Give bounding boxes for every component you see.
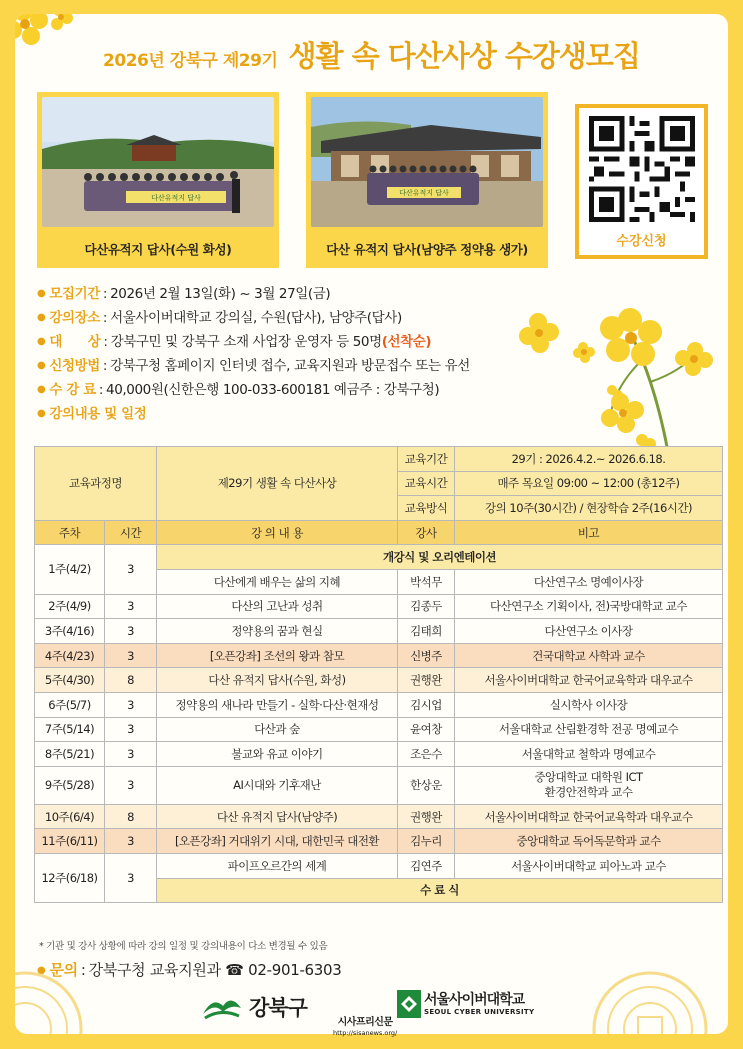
cell-topic: 다산과 숲 <box>157 717 398 742</box>
cell-hours: 3 <box>105 594 157 619</box>
table-row <box>35 619 723 644</box>
info-highlight: (선착순) <box>381 334 432 350</box>
cell-opening: 개강식 및 오리엔테이션 <box>157 545 723 570</box>
cell-week: 3주(4/16) <box>35 619 105 644</box>
bullet-icon: ● <box>37 336 46 347</box>
table-row <box>35 594 723 619</box>
info-target: ● 대 상 : 강북구민 및 강북구 소재 사업장 운영자 등 50명(선착순) <box>37 334 432 350</box>
table-row-open-lecture <box>35 829 723 854</box>
cell-topic: 다산의 고난과 성취 <box>157 594 398 619</box>
photo-card-suwon <box>37 92 279 268</box>
info-label: 모집기간 <box>49 286 100 302</box>
info-value: 서울사이버대학교 강의실, 수원(답사), 남양주(답사) <box>110 310 402 326</box>
info-fee: ● 수 강 료 : 40,000원(신한은행 100-033-600181 예금주 : 강북구청) <box>37 382 440 398</box>
table-row <box>35 692 723 717</box>
bullet-icon: ● <box>37 384 46 395</box>
cell-note: 다산연구소 기획이사, 전)국방대학교 교수 <box>455 594 723 619</box>
cell-lecturer: 김태희 <box>398 619 455 644</box>
info-venue: ● 강의장소 : 서울사이버대학교 강의실, 수원(답사), 남양주(답사) <box>37 310 402 326</box>
phone-icon: ☎ <box>225 961 244 979</box>
cell-note: 다산연구소 명예이사장 <box>455 569 723 594</box>
seal-decoration-icon <box>590 969 710 1034</box>
cell-lecturer: 조은수 <box>398 742 455 767</box>
cell-topic: 정약용의 새나라 만들기 - 실학·다산·현재성 <box>157 692 398 717</box>
meta-key: 교육시간 <box>398 471 455 496</box>
cell-week: 12주(6/18) <box>35 853 105 902</box>
cell-note: 서울사이버대학교 한국어교육학과 대우교수 <box>455 668 723 693</box>
watermark-name: 시사프리신문 <box>337 1017 393 1028</box>
footnote: * 기관 및 강사 상황에 따라 강의 일정 및 강의내용이 다소 변경될 수 있음 <box>39 941 328 952</box>
title-main: 생활 속 다산사상 수강생모집 <box>288 39 640 73</box>
cell-hours: 3 <box>105 545 157 594</box>
schedule-table <box>34 446 723 903</box>
page-title <box>15 34 728 75</box>
meta-value: 29기 : 2026.4.2.~ 2026.6.18. <box>455 447 723 472</box>
cell-hours: 3 <box>105 619 157 644</box>
cell-note-line1: 중앙대학교 대학원 ICT <box>534 770 643 785</box>
scu-logo-korean: 서울사이버대학교 <box>424 991 525 1008</box>
seal-decoration-icon <box>15 969 85 1034</box>
cell-topic: AI시대와 기후재난 <box>157 766 398 804</box>
column-header-hours: 시간 <box>105 520 157 545</box>
gangbuk-mountain-icon <box>201 994 243 1020</box>
cell-hours: 3 <box>105 766 157 804</box>
cell-lecturer: 권행완 <box>398 804 455 829</box>
cell-hours: 3 <box>105 742 157 767</box>
cell-lecturer: 신병주 <box>398 643 455 668</box>
scu-logo <box>397 990 534 1018</box>
info-label: 수 강 료 <box>49 382 96 398</box>
column-header-note: 비고 <box>455 520 723 545</box>
scu-logo-english: SEOUL CYBER UNIVERSITY <box>424 1007 535 1016</box>
gangbuk-logo <box>201 989 307 1025</box>
cell-week: 10주(6/4) <box>35 804 105 829</box>
cell-week: 2주(4/9) <box>35 594 105 619</box>
table-row-field-trip <box>35 804 723 829</box>
column-header-lecturer: 강사 <box>398 520 455 545</box>
cell-lecturer: 한상운 <box>398 766 455 804</box>
qr-caption: 수강신청 <box>616 234 667 249</box>
poster <box>15 14 728 1034</box>
cell-hours: 8 <box>105 668 157 693</box>
meta-key: 교육기간 <box>398 447 455 472</box>
course-name: 제29기 생활 속 다산사상 <box>157 447 398 521</box>
photo-caption-namyangju: 다산 유적지 답사(남양주 정약용 생가) <box>326 242 528 257</box>
cell-note: 서울사이버대학교 한국어교육학과 대우교수 <box>455 804 723 829</box>
banner-text-1: 다산유적지 답사 <box>151 194 201 202</box>
table-row <box>35 545 723 570</box>
cell-topic: 불교와 유교 이야기 <box>157 742 398 767</box>
cell-topic: 다산 유적지 답사(남양주) <box>157 804 398 829</box>
info-value: 강북구청 홈페이지 인터넷 접수, 교육지원과 방문접수 또는 유선 <box>110 358 470 374</box>
cell-week: 1주(4/2) <box>35 545 105 594</box>
bullet-icon: ● <box>37 965 46 976</box>
table-row-field-trip <box>35 668 723 693</box>
bullet-icon: ● <box>37 288 46 299</box>
banner-text-2: 다산유적지 답사 <box>399 189 449 197</box>
table-row <box>35 766 723 804</box>
meta-key: 교육방식 <box>398 496 455 521</box>
contact-label: 문의 <box>49 961 78 979</box>
qr-code-card[interactable] <box>575 104 708 259</box>
cell-lecturer: 김종두 <box>398 594 455 619</box>
cell-topic: [오픈강좌] 거대위기 시대, 대한민국 대전환 <box>157 829 398 854</box>
cell-week: 5주(4/30) <box>35 668 105 693</box>
cell-lecturer: 김시업 <box>398 692 455 717</box>
cell-hours: 3 <box>105 829 157 854</box>
bullet-icon: ● <box>37 312 46 323</box>
cell-note: 서울대학교 산림환경학 전공 명예교수 <box>455 717 723 742</box>
cell-hours: 3 <box>105 717 157 742</box>
watermark <box>333 1018 397 1038</box>
cell-hours: 3 <box>105 853 157 902</box>
qr-code-icon[interactable] <box>589 116 695 222</box>
table-row <box>35 717 723 742</box>
title-prefix: 2026년 강북구 제29기 <box>103 51 278 71</box>
info-value: 강북구민 및 강북구 소재 사업장 운영자 등 50명 <box>110 334 382 350</box>
cell-lecturer: 박석무 <box>398 569 455 594</box>
contact-dept: 강북구청 교육지원과 <box>88 961 221 979</box>
cell-note-line2: 환경안전학과 교수 <box>544 785 633 800</box>
photo-caption-suwon: 다산유적지 답사(수원 화성) <box>84 242 232 257</box>
bullet-icon: ● <box>37 360 46 371</box>
scu-emblem-icon <box>397 990 421 1018</box>
info-label: 대 상 <box>49 334 101 350</box>
cell-topic: 파이프오르간의 세계 <box>157 853 398 878</box>
cell-lecturer: 권행완 <box>398 668 455 693</box>
cell-note: 서울사이버대학교 피아노과 교수 <box>455 853 723 878</box>
photo-card-namyangju <box>306 92 548 268</box>
contact-line: ● 문의 : 강북구청 교육지원과 ☎ 02-901-6303 <box>37 961 342 979</box>
cell-week: 4주(4/23) <box>35 643 105 668</box>
cell-week: 6주(5/7) <box>35 692 105 717</box>
cell-lecturer: 윤여창 <box>398 717 455 742</box>
cell-topic: [오픈강좌] 조선의 왕과 참모 <box>157 643 398 668</box>
meta-value: 매주 목요일 09:00 ~ 12:00 (총12주) <box>455 471 723 496</box>
table-row-open-lecture <box>35 643 723 668</box>
cell-note: 서울대학교 철학과 명예교수 <box>455 742 723 767</box>
cell-topic: 다산에게 배우는 삶의 지혜 <box>157 569 398 594</box>
meta-value: 강의 10주(30시간) / 현장학습 2주(16시간) <box>455 496 723 521</box>
cell-week: 8주(5/21) <box>35 742 105 767</box>
info-label: 강의내용 및 일정 <box>49 406 147 422</box>
table-row <box>35 853 723 878</box>
cell-week: 11주(6/11) <box>35 829 105 854</box>
column-header-topic: 강 의 내 용 <box>157 520 398 545</box>
info-label: 강의장소 <box>49 310 100 326</box>
cell-week: 7주(5/14) <box>35 717 105 742</box>
cell-hours: 8 <box>105 804 157 829</box>
info-label: 신청방법 <box>49 358 100 374</box>
cell-note: 건국대학교 사학과 교수 <box>455 643 723 668</box>
gangbuk-logo-text: 강북구 <box>249 996 307 1020</box>
group-photo-namyangju <box>311 97 543 227</box>
bullet-icon: ● <box>37 408 46 419</box>
cell-hours: 3 <box>105 692 157 717</box>
group-photo-suwon <box>42 97 274 227</box>
column-header-week: 주차 <box>35 520 105 545</box>
cell-note: 다산연구소 이사장 <box>455 619 723 644</box>
info-value: 2026년 2월 13일(화) ~ 3월 27일(금) <box>110 286 331 302</box>
cell-topic: 다산 유적지 답사(수원, 화성) <box>157 668 398 693</box>
cell-note: 중앙대학교 독어독문학과 교수 <box>455 829 723 854</box>
cell-closing: 수 료 식 <box>157 878 723 903</box>
info-apply-method: ● 신청방법 : 강북구청 홈페이지 인터넷 접수, 교육지원과 방문접수 또는 유선 <box>37 358 470 374</box>
cell-hours: 3 <box>105 643 157 668</box>
course-label: 교육과정명 <box>35 447 157 521</box>
cell-lecturer: 김연주 <box>398 853 455 878</box>
cell-lecturer: 김누리 <box>398 829 455 854</box>
watermark-url: http://sisanews.org/ <box>333 1029 398 1037</box>
info-recruit-period: ● 모집기간 : 2026년 2월 13일(화) ~ 3월 27일(금) <box>37 286 331 302</box>
cell-note <box>455 766 723 804</box>
cell-topic: 정약용의 꿈과 현실 <box>157 619 398 644</box>
contact-phone[interactable]: 02-901-6303 <box>248 961 342 979</box>
cell-week: 9주(5/28) <box>35 766 105 804</box>
table-row <box>35 742 723 767</box>
info-value: 40,000원(신한은행 100-033-600181 예금주 : 강북구청) <box>106 382 440 398</box>
cell-note: 실시학사 이사장 <box>455 692 723 717</box>
forsythia-flower-icon <box>490 292 728 452</box>
